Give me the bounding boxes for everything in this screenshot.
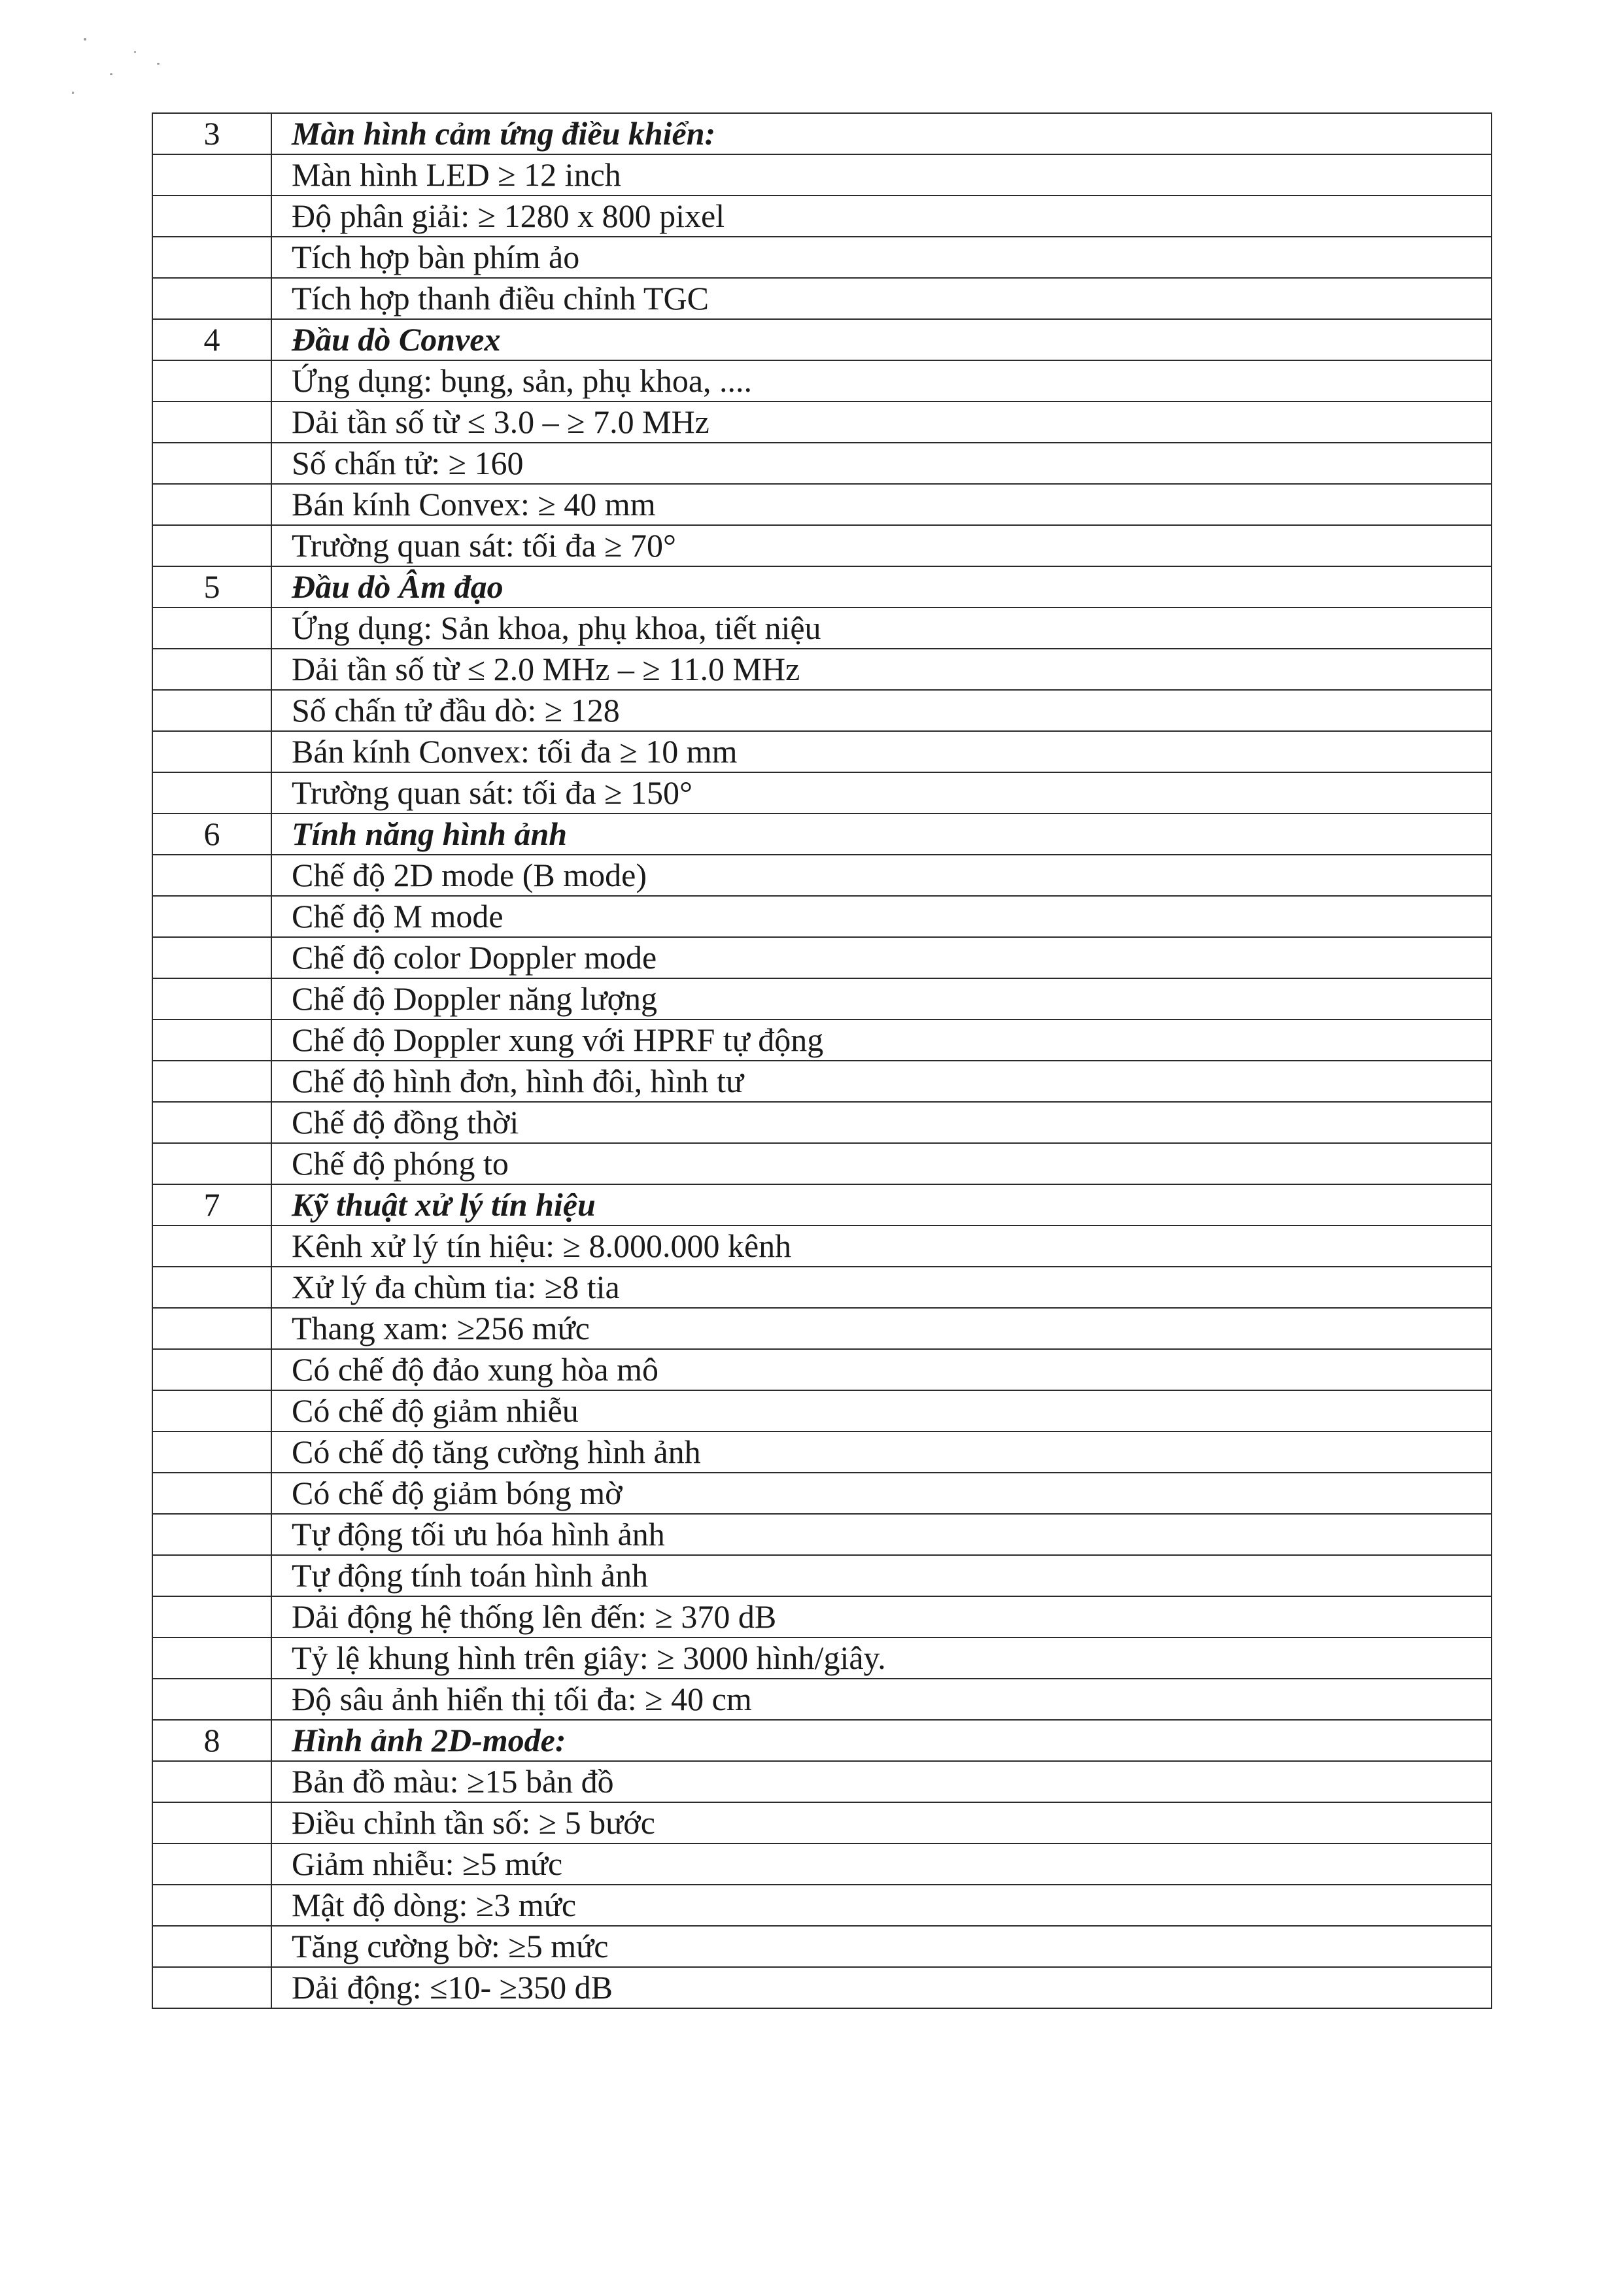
scan-speck bbox=[110, 73, 112, 75]
section-number: 3 bbox=[152, 113, 271, 154]
spec-item-text: Giảm nhiễu: ≥5 mức bbox=[271, 1843, 1492, 1885]
spec-item-text: Xử lý đa chùm tia: ≥8 tia bbox=[271, 1267, 1492, 1308]
empty-number-cell bbox=[152, 690, 271, 731]
spec-item-row bbox=[152, 1761, 1492, 1802]
spec-item-row bbox=[152, 1390, 1492, 1431]
spec-item-row bbox=[152, 1349, 1492, 1390]
spec-item-row bbox=[152, 731, 1492, 772]
scan-speck bbox=[157, 63, 160, 65]
empty-number-cell bbox=[152, 1102, 271, 1143]
empty-number-cell bbox=[152, 525, 271, 566]
spec-item-row bbox=[152, 1019, 1492, 1061]
spec-item-text: Trường quan sát: tối đa ≥ 150° bbox=[271, 772, 1492, 814]
spec-item-row bbox=[152, 896, 1492, 937]
empty-number-cell bbox=[152, 360, 271, 402]
spec-item-row bbox=[152, 154, 1492, 196]
spec-item-text: Bán kính Convex: tối đa ≥ 10 mm bbox=[271, 731, 1492, 772]
section-title: Đầu dò Âm đạo bbox=[271, 566, 1492, 608]
spec-item-text: Độ phân giải: ≥ 1280 x 800 pixel bbox=[271, 196, 1492, 237]
empty-number-cell bbox=[152, 1225, 271, 1267]
section-header-row bbox=[152, 566, 1492, 608]
empty-number-cell bbox=[152, 978, 271, 1019]
empty-number-cell bbox=[152, 1761, 271, 1802]
spec-item-row bbox=[152, 525, 1492, 566]
empty-number-cell bbox=[152, 237, 271, 278]
empty-number-cell bbox=[152, 1802, 271, 1843]
spec-item-row bbox=[152, 196, 1492, 237]
spec-item-text: Có chế độ tăng cường hình ảnh bbox=[271, 1431, 1492, 1473]
empty-number-cell bbox=[152, 443, 271, 484]
empty-number-cell bbox=[152, 1637, 271, 1679]
empty-number-cell bbox=[152, 196, 271, 237]
spec-item-text: Số chấn tử: ≥ 160 bbox=[271, 443, 1492, 484]
section-header-row bbox=[152, 814, 1492, 855]
empty-number-cell bbox=[152, 896, 271, 937]
spec-item-text: Dải động: ≤10- ≥350 dB bbox=[271, 1967, 1492, 2008]
spec-item-text: Điều chỉnh tần số: ≥ 5 bước bbox=[271, 1802, 1492, 1843]
empty-number-cell bbox=[152, 154, 271, 196]
spec-item-row bbox=[152, 1637, 1492, 1679]
empty-number-cell bbox=[152, 1679, 271, 1720]
spec-item-row bbox=[152, 690, 1492, 731]
specification-table-body bbox=[152, 113, 1492, 2008]
spec-item-text: Ứng dụng: bụng, sản, phụ khoa, .... bbox=[271, 360, 1492, 402]
spec-item-text: Độ sâu ảnh hiển thị tối đa: ≥ 40 cm bbox=[271, 1679, 1492, 1720]
spec-item-text: Chế độ hình đơn, hình đôi, hình tư bbox=[271, 1061, 1492, 1102]
empty-number-cell bbox=[152, 1885, 271, 1926]
section-title: Màn hình cảm ứng điều khiển: bbox=[271, 113, 1492, 154]
empty-number-cell bbox=[152, 1308, 271, 1349]
empty-number-cell bbox=[152, 278, 271, 319]
spec-item-row bbox=[152, 1967, 1492, 2008]
spec-item-row bbox=[152, 1802, 1492, 1843]
scan-speck bbox=[84, 38, 86, 41]
section-number: 7 bbox=[152, 1184, 271, 1225]
spec-item-text: Có chế độ giảm nhiễu bbox=[271, 1390, 1492, 1431]
spec-item-text: Tích hợp bàn phím ảo bbox=[271, 237, 1492, 278]
empty-number-cell bbox=[152, 1431, 271, 1473]
spec-item-text: Chế độ M mode bbox=[271, 896, 1492, 937]
spec-item-text: Có chế độ đảo xung hòa mô bbox=[271, 1349, 1492, 1390]
spec-item-row bbox=[152, 1225, 1492, 1267]
section-title: Hình ảnh 2D-mode: bbox=[271, 1720, 1492, 1761]
empty-number-cell bbox=[152, 1061, 271, 1102]
spec-item-text: Chế độ Doppler xung với HPRF tự động bbox=[271, 1019, 1492, 1061]
empty-number-cell bbox=[152, 731, 271, 772]
empty-number-cell bbox=[152, 1390, 271, 1431]
section-header-row bbox=[152, 1184, 1492, 1225]
spec-item-text: Kênh xử lý tín hiệu: ≥ 8.000.000 kênh bbox=[271, 1225, 1492, 1267]
scan-speck bbox=[72, 92, 74, 94]
spec-item-row bbox=[152, 1926, 1492, 1967]
spec-item-row bbox=[152, 1596, 1492, 1637]
empty-number-cell bbox=[152, 1596, 271, 1637]
scan-speck bbox=[134, 51, 136, 53]
spec-item-text: Tỷ lệ khung hình trên giây: ≥ 3000 hình/giây. bbox=[271, 1637, 1492, 1679]
spec-item-row bbox=[152, 1143, 1492, 1184]
spec-item-text: Chế độ 2D mode (B mode) bbox=[271, 855, 1492, 896]
spec-item-text: Tự động tính toán hình ảnh bbox=[271, 1555, 1492, 1596]
spec-item-text: Tích hợp thanh điều chỉnh TGC bbox=[271, 278, 1492, 319]
spec-item-text: Chế độ color Doppler mode bbox=[271, 937, 1492, 978]
spec-item-text: Dải động hệ thống lên đến: ≥ 370 dB bbox=[271, 1596, 1492, 1637]
spec-item-text: Ứng dụng: Sản khoa, phụ khoa, tiết niệu bbox=[271, 608, 1492, 649]
spec-item-text: Số chấn tử đầu dò: ≥ 128 bbox=[271, 690, 1492, 731]
spec-item-text: Thang xam: ≥256 mức bbox=[271, 1308, 1492, 1349]
empty-number-cell bbox=[152, 855, 271, 896]
spec-item-text: Mật độ dòng: ≥3 mức bbox=[271, 1885, 1492, 1926]
spec-item-text: Dải tần số từ ≤ 2.0 MHz – ≥ 11.0 MHz bbox=[271, 649, 1492, 690]
section-header-row bbox=[152, 319, 1492, 360]
spec-item-row bbox=[152, 402, 1492, 443]
empty-number-cell bbox=[152, 1349, 271, 1390]
spec-item-row bbox=[152, 1102, 1492, 1143]
spec-item-row bbox=[152, 1473, 1492, 1514]
spec-item-row bbox=[152, 855, 1492, 896]
empty-number-cell bbox=[152, 1473, 271, 1514]
empty-number-cell bbox=[152, 1926, 271, 1967]
spec-item-text: Có chế độ giảm bóng mờ bbox=[271, 1473, 1492, 1514]
section-number: 4 bbox=[152, 319, 271, 360]
section-title: Kỹ thuật xử lý tín hiệu bbox=[271, 1184, 1492, 1225]
spec-item-text: Tăng cường bờ: ≥5 mức bbox=[271, 1926, 1492, 1967]
spec-item-row bbox=[152, 360, 1492, 402]
spec-item-text: Trường quan sát: tối đa ≥ 70° bbox=[271, 525, 1492, 566]
spec-item-text: Tự động tối ưu hóa hình ảnh bbox=[271, 1514, 1492, 1555]
empty-number-cell bbox=[152, 1267, 271, 1308]
section-title: Đầu dò Convex bbox=[271, 319, 1492, 360]
spec-item-text: Chế độ phóng to bbox=[271, 1143, 1492, 1184]
empty-number-cell bbox=[152, 1143, 271, 1184]
spec-item-row bbox=[152, 1061, 1492, 1102]
section-number: 8 bbox=[152, 1720, 271, 1761]
spec-item-row bbox=[152, 237, 1492, 278]
spec-item-row bbox=[152, 772, 1492, 814]
empty-number-cell bbox=[152, 484, 271, 525]
empty-number-cell bbox=[152, 1514, 271, 1555]
spec-item-text: Màn hình LED ≥ 12 inch bbox=[271, 154, 1492, 196]
spec-item-text: Bán kính Convex: ≥ 40 mm bbox=[271, 484, 1492, 525]
spec-item-text: Chế độ đồng thời bbox=[271, 1102, 1492, 1143]
empty-number-cell bbox=[152, 1555, 271, 1596]
empty-number-cell bbox=[152, 608, 271, 649]
section-header-row bbox=[152, 1720, 1492, 1761]
spec-item-row bbox=[152, 1308, 1492, 1349]
spec-item-row bbox=[152, 978, 1492, 1019]
spec-item-row bbox=[152, 1555, 1492, 1596]
spec-item-row bbox=[152, 1679, 1492, 1720]
section-number: 5 bbox=[152, 566, 271, 608]
spec-item-text: Chế độ Doppler năng lượng bbox=[271, 978, 1492, 1019]
spec-item-row bbox=[152, 1431, 1492, 1473]
empty-number-cell bbox=[152, 402, 271, 443]
spec-item-row bbox=[152, 608, 1492, 649]
empty-number-cell bbox=[152, 1019, 271, 1061]
spec-item-row bbox=[152, 1843, 1492, 1885]
section-title: Tính năng hình ảnh bbox=[271, 814, 1492, 855]
empty-number-cell bbox=[152, 1967, 271, 2008]
empty-number-cell bbox=[152, 772, 271, 814]
spec-item-row bbox=[152, 443, 1492, 484]
spec-item-row bbox=[152, 484, 1492, 525]
spec-item-text: Bản đồ màu: ≥15 bản đồ bbox=[271, 1761, 1492, 1802]
empty-number-cell bbox=[152, 937, 271, 978]
empty-number-cell bbox=[152, 649, 271, 690]
empty-number-cell bbox=[152, 1843, 271, 1885]
spec-item-row bbox=[152, 1514, 1492, 1555]
spec-item-row bbox=[152, 649, 1492, 690]
spec-item-row bbox=[152, 1885, 1492, 1926]
spec-item-row bbox=[152, 937, 1492, 978]
section-header-row bbox=[152, 113, 1492, 154]
spec-item-row bbox=[152, 1267, 1492, 1308]
spec-item-row bbox=[152, 278, 1492, 319]
specification-table bbox=[152, 112, 1492, 2009]
section-number: 6 bbox=[152, 814, 271, 855]
spec-item-text: Dải tần số từ ≤ 3.0 – ≥ 7.0 MHz bbox=[271, 402, 1492, 443]
